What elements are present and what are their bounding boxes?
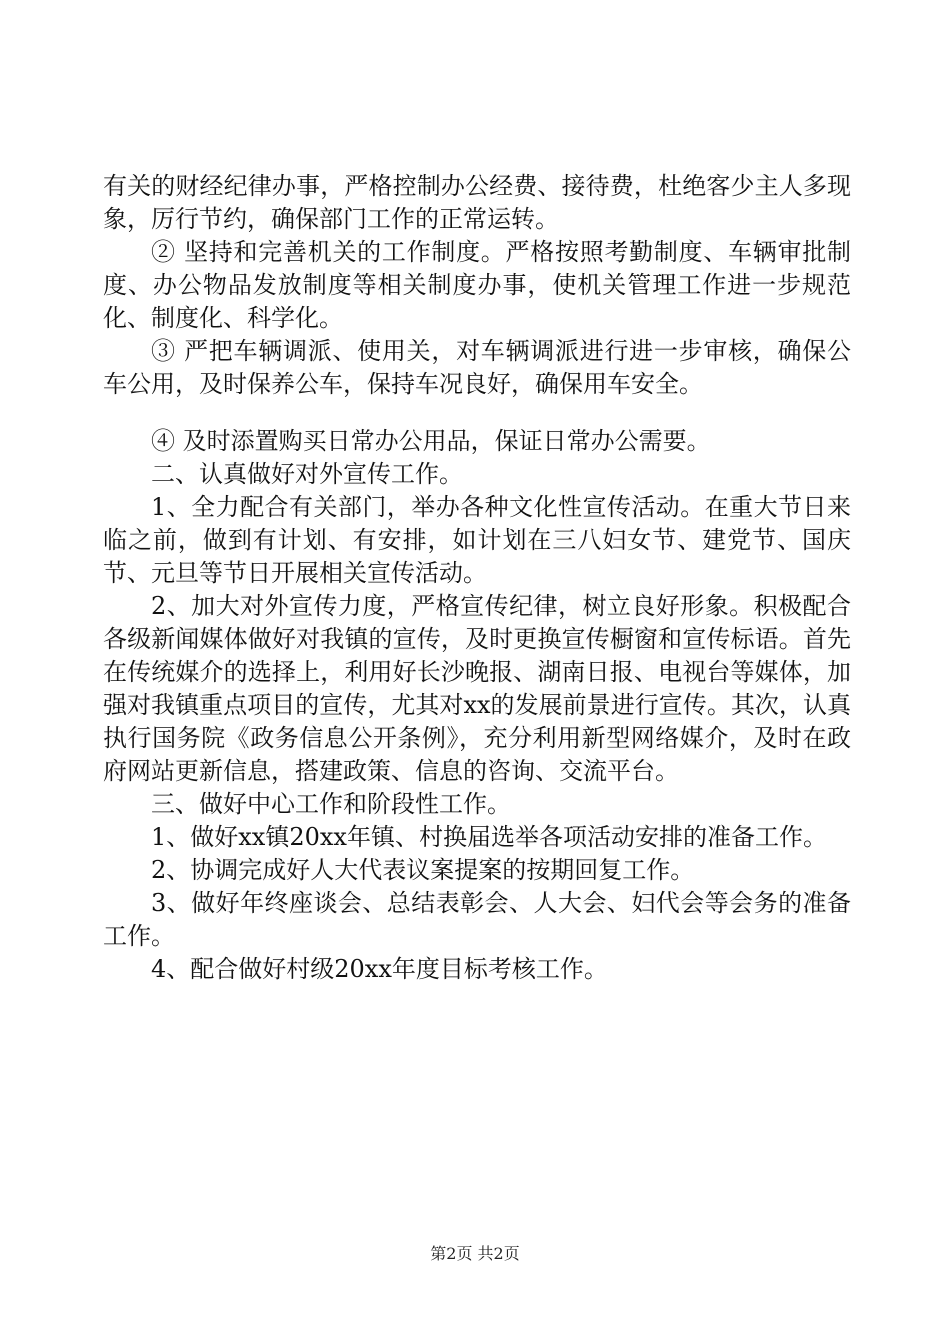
paragraph-item-2: ② 坚持和完善机关的工作制度。严格按照考勤制度、车辆审批制度、办公物品发放制度等相关制度办事，使机关管理工作进一步规范化、制度化、科学化。 bbox=[103, 238, 851, 332]
page-number-footer: 第2页 共2页 bbox=[430, 1244, 520, 1263]
document-body bbox=[103, 170, 851, 986]
paragraph-publicity-2: 2、加大对外宣传力度，严格宣传纪律，树立良好形象。积极配合各级新闻媒体做好对我镇的宣传，及时更换宣传橱窗和宣传标语。首先在传统媒介的选择上，利用好长沙晚报、湖南日报、电视台等媒体，加强对我镇重点项目的宣传，尤其对xx的发展前景进行宣传。其次，认真执行国务院《政务信息公开条例》，充分利用新型网络媒介，及时在政府网站更新信息，搭建政策、信息的咨询、交流平台。 bbox=[103, 592, 851, 785]
paragraph-item-4: ④ 及时添置购买日常办公用品，保证日常办公需要。 bbox=[151, 427, 711, 455]
paragraph-item-3: ③ 严把车辆调派、使用关，对车辆调派进行进一步审核，确保公车公用，及时保养公车，保持车况良好，确保用车安全。 bbox=[103, 337, 851, 398]
paragraph-continuation: 有关的财经纪律办事，严格控制办公经费、接待费，杜绝客少主人多现象，厉行节约，确保部门工作的正常运转。 bbox=[103, 172, 851, 233]
section-heading-2: 二、认真做好对外宣传工作。 bbox=[151, 460, 463, 488]
paragraph-publicity-1: 1、全力配合有关部门，举办各种文化性宣传活动。在重大节日来临之前，做到有计划、有安排，如计划在三八妇女节、建党节、国庆节、元旦等节日开展相关宣传活动。 bbox=[103, 493, 851, 587]
section-heading-3: 三、做好中心工作和阶段性工作。 bbox=[151, 790, 511, 818]
paragraph-central-1: 1、做好xx镇20xx年镇、村换届选举各项活动安排的准备工作。 bbox=[151, 823, 827, 851]
paragraph-central-2: 2、协调完成好人大代表议案提案的按期回复工作。 bbox=[151, 856, 695, 884]
paragraph-central-4: 4、配合做好村级20xx年度目标考核工作。 bbox=[151, 955, 608, 983]
paragraph-central-3: 3、做好年终座谈会、总结表彰会、人大会、妇代会等会务的准备工作。 bbox=[103, 889, 851, 950]
